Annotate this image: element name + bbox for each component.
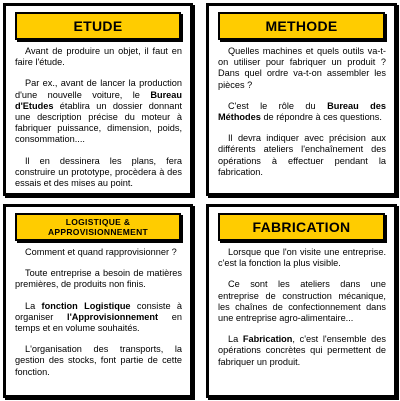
paragraph: [218, 46, 386, 91]
title-line: APPROVISIONNEMENT: [47, 227, 149, 237]
text: Il devra indiquer avec précision aux différents ateliers l'enchaînement des opérations à effectuer pendant la fabrication.: [218, 133, 386, 177]
bold-term: Fabrication: [242, 334, 293, 345]
card-body: [218, 46, 386, 178]
paragraph: [15, 247, 182, 258]
text: C'est le rôle du: [228, 100, 328, 111]
text: Lorsque que l'on visite une entreprise. c'est la fonction la plus visible.: [218, 247, 386, 269]
paragraph: [15, 268, 182, 290]
text: Comment et quand rapprovisionner ?: [25, 247, 177, 257]
paragraph: [218, 247, 386, 269]
card-fabrication: [206, 204, 397, 398]
text: Il en dessinera les plans, fera construire un prototype, procèdera à des essais et des mises au point.: [15, 155, 182, 189]
text: Par ex., avant de lancer la production d'une nouvelle voiture, le: [15, 78, 182, 100]
text: Ce sont les ateliers dans une entreprise de construction mécanique, les chaînes de confectionnement dans une entreprise agro-alimentaire...: [218, 279, 386, 324]
text: La: [25, 300, 42, 311]
title-line: LOGISTIQUE &: [65, 217, 131, 227]
card-title: ETUDE: [15, 12, 181, 40]
card-title: METHODE: [218, 12, 385, 40]
card-body: [15, 247, 182, 378]
paragraph: [15, 78, 182, 145]
paragraph: [15, 156, 182, 190]
text: , c'est l'ensemble des opérations concrètes qui permettent de fabriquer un produit.: [218, 334, 386, 367]
bold-term: fonction Logistique: [41, 300, 131, 311]
paragraph: [218, 279, 386, 324]
text: de répondre à ces questions.: [260, 112, 382, 123]
paragraph: [218, 133, 386, 178]
text: L'organisation des transports, la gestion des stocks, font partie de cette fonction.: [15, 344, 182, 377]
card-body: [15, 46, 182, 189]
paragraph: [15, 344, 182, 378]
card-title: [15, 213, 181, 241]
bold-term: l'Approvisionnement: [67, 311, 159, 322]
text: La: [228, 334, 243, 345]
paragraph: [218, 101, 386, 123]
paragraph: [218, 334, 386, 368]
text: Toute entreprise a besoin de matières premières, de produits non finis.: [15, 268, 182, 290]
text: en temps et en volume souhaités.: [15, 311, 182, 334]
card-etude: [3, 3, 193, 196]
text: Quelles machines et quels outils va-t-on utiliser pour fabriquer un produit ? Dans quel ordre va-t-on assembler les pièces ?: [218, 46, 386, 90]
paragraph: [15, 301, 182, 335]
bold-term: Bureau d'Etudes: [15, 89, 182, 111]
card-logistique: [3, 204, 193, 398]
card-methode: [206, 3, 397, 196]
text: Avant de produire un objet, il faut en faire l'étude.: [15, 46, 182, 68]
card-body: [218, 247, 386, 368]
bold-term: Bureau des Méthodes: [218, 100, 386, 123]
card-title: FABRICATION: [218, 213, 385, 241]
paragraph: [15, 46, 182, 68]
text: consiste à organiser: [15, 300, 182, 322]
text: établira un dossier donnant une description précise du moteur à fabriquer puissance, dimension, poids, consommation....: [15, 100, 182, 145]
